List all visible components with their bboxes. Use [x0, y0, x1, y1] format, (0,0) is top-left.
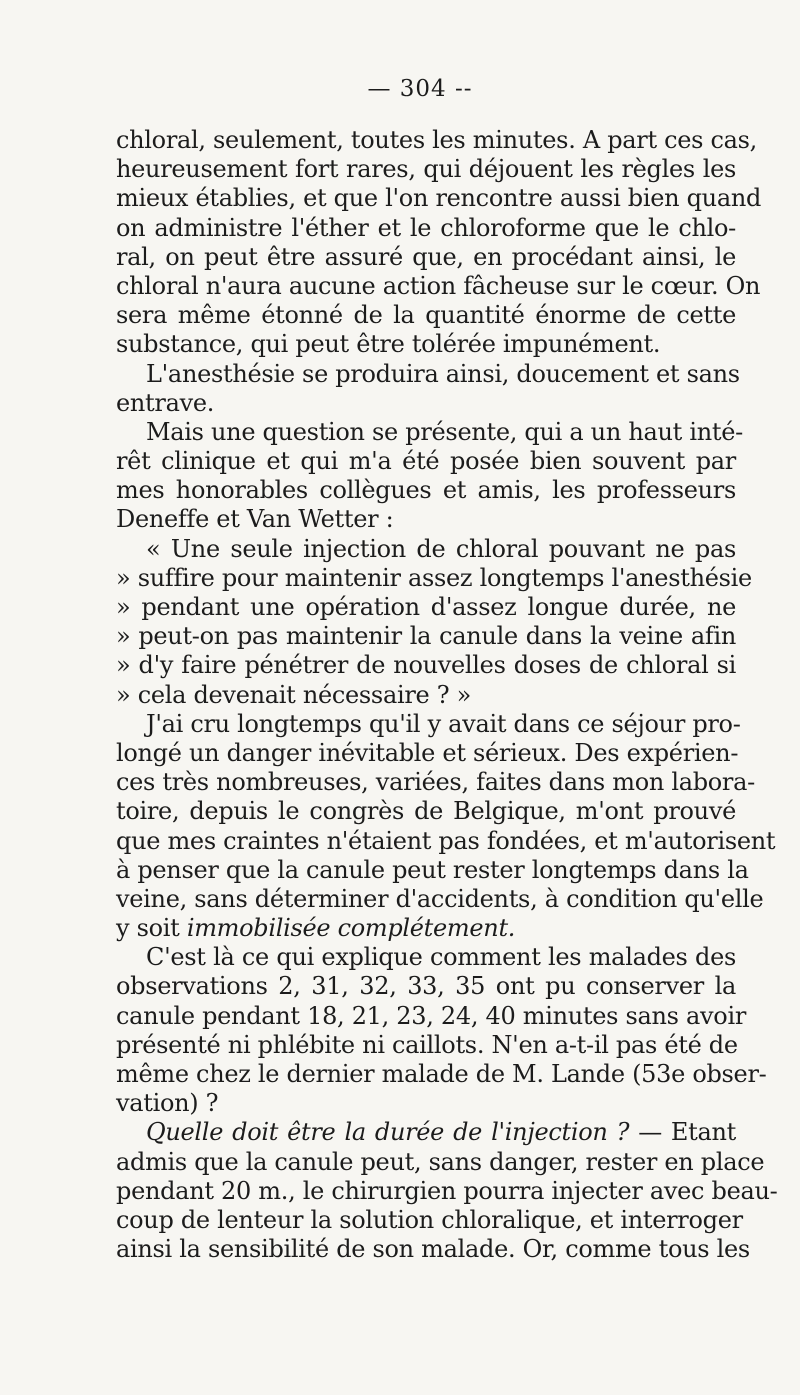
text-line: J'ai cru longtemps qu'il y avait dans ce séjour pro- — [146, 709, 741, 738]
text-line: L'anesthésie se produira ainsi, doucement et sans — [146, 359, 740, 388]
text-line: mieux établies, et que l'on rencontre aussi bien quand — [116, 184, 762, 213]
text-line: canule pendant 18, 21, 23, 24, 40 minutes sans avoir — [116, 1001, 746, 1030]
text-line: y soit immobilisée complétement. — [116, 914, 516, 943]
text-line: substance, qui peut être tolérée impunément. — [116, 330, 661, 359]
text-line: C'est là ce qui explique comment les malades des — [146, 943, 736, 972]
text-line: » pendant une opération d'assez longue durée, ne — [116, 593, 736, 621]
text-line: rêt clinique et qui m'a été posée bien souvent par — [116, 447, 736, 476]
text-line: sera même étonné de la quantité énorme de cette — [116, 301, 736, 330]
text-line: chloral, seulement, toutes les minutes. A part ces cas, — [116, 126, 758, 154]
text-line: ral, on peut être assuré que, en procédant ainsi, le — [116, 242, 736, 271]
text-line: observations 2, 31, 32, 33, 35 ont pu conserver la — [116, 972, 736, 1001]
text-line: même chez le dernier malade de M. Lande (53e obser- — [116, 1060, 767, 1088]
text-line: présenté ni phlébite ni caillots. N'en a-t-il pas été de — [116, 1030, 738, 1059]
text-line: heureusement fort rares, qui déjouent les règles les — [116, 155, 736, 184]
text-line: ces très nombreuses, variées, faites dans mon labora- — [116, 768, 755, 797]
text-line: ainsi la sensibilité de son malade. Or, comme tous les — [116, 1235, 750, 1264]
text-line: mes honorables collègues et amis, les professeurs — [116, 476, 736, 505]
text-line: Mais une question se présente, qui a un haut inté- — [146, 417, 743, 446]
text-line: vation) ? — [116, 1089, 219, 1118]
text-line: admis que la canule peut, sans danger, rester en place — [116, 1147, 765, 1176]
text-line: longé un danger inévitable et sérieux. Des expérien- — [116, 738, 739, 767]
text-line: que mes craintes n'étaient pas fondées, et m'autorisent — [116, 826, 776, 855]
text-line: pendant 20 m., le chirurgien pourra injecter avec beau- — [116, 1176, 778, 1205]
text-line: entrave. — [116, 388, 215, 417]
page-number: — 304 -- — [367, 76, 473, 102]
text-line: chloral n'aura aucune action fâcheuse sur le cœur. On — [116, 271, 761, 300]
text-line: Quelle doit être la durée de l'injection ? — Etant — [146, 1118, 737, 1147]
text-line: » peut-on pas maintenir la canule dans la veine afin — [116, 622, 736, 651]
text-line: on administre l'éther et le chloroforme que le chlo- — [116, 213, 736, 242]
body-text — [116, 126, 778, 1264]
text-line: Deneffe et Van Wetter : — [116, 505, 394, 534]
text-line: » d'y faire pénétrer de nouvelles doses de chloral si — [116, 651, 736, 680]
text-line: » cela devenait nécessaire ? » — [116, 680, 472, 709]
text-line: à penser que la canule peut rester longtemps dans la — [116, 855, 749, 884]
text-line: toire, depuis le congrès de Belgique, m'ont prouvé — [116, 797, 736, 826]
text-line: » suffire pour maintenir assez longtemps l'anesthésie — [116, 563, 752, 592]
text-line: veine, sans déterminer d'accidents, à condition qu'elle — [116, 884, 764, 913]
text-line: coup de lenteur la solution chloralique, et interroger — [116, 1205, 743, 1234]
text-line: « Une seule injection de chloral pouvant ne pas — [146, 534, 736, 563]
